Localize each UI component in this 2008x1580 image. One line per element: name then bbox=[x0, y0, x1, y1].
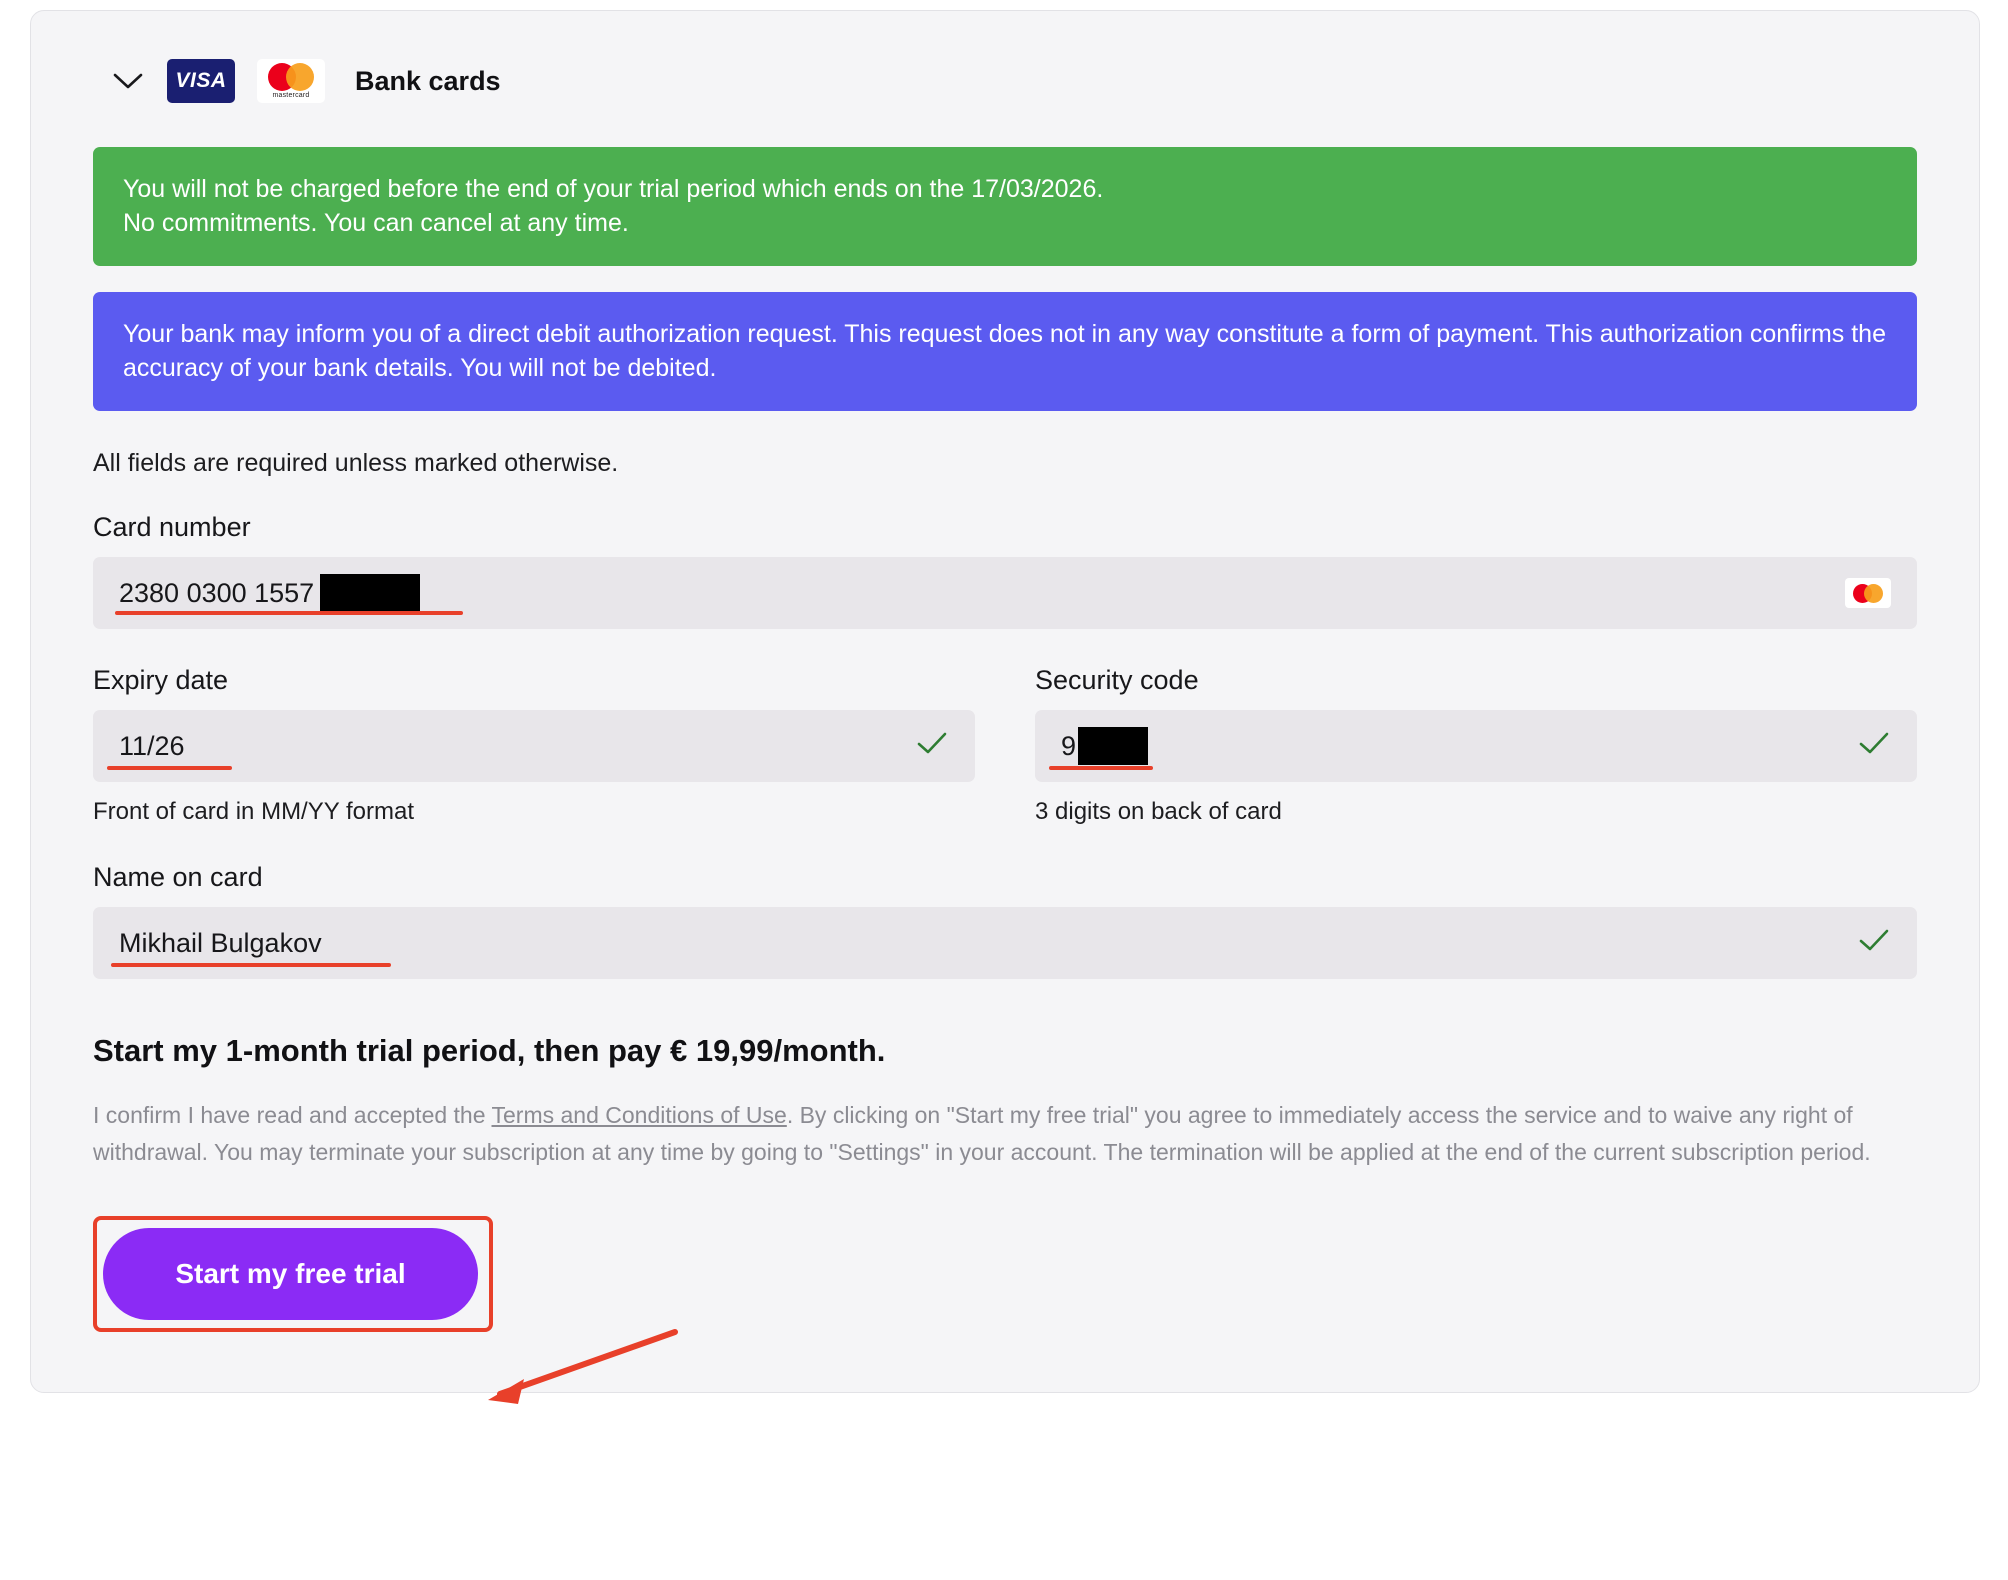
expiry-security-row bbox=[93, 665, 1917, 826]
name-on-card-underline bbox=[111, 963, 391, 967]
trial-banner bbox=[93, 147, 1917, 266]
security-code-label: Security code bbox=[1035, 665, 1199, 695]
expiry-date-underline bbox=[107, 766, 232, 770]
expiry-date-input[interactable] bbox=[93, 710, 975, 782]
name-on-card-label: Name on card bbox=[93, 862, 263, 892]
card-number-underline bbox=[115, 611, 463, 615]
mastercard-logo-icon bbox=[257, 59, 325, 103]
name-on-card-input[interactable] bbox=[93, 907, 1917, 979]
card-number-label: Card number bbox=[93, 512, 251, 542]
bank-cards-header[interactable] bbox=[111, 59, 1917, 103]
cta-area bbox=[93, 1216, 493, 1332]
authorization-banner bbox=[93, 292, 1917, 411]
card-number-redaction bbox=[320, 574, 420, 612]
authorization-banner-text: Your bank may inform you of a direct debit authorization request. This request does not in any way constitute a form of payment. This authorization confirms the accuracy of your bank details. You will not be debited. bbox=[123, 320, 1886, 382]
security-code-redaction bbox=[1078, 727, 1148, 765]
trial-price-heading: Start my 1-month trial period, then pay € 19,99/month. bbox=[93, 1033, 886, 1068]
required-fields-note: All fields are required unless marked otherwise. bbox=[93, 449, 619, 477]
trial-banner-line2: No commitments. You can cancel at any time. bbox=[123, 208, 629, 237]
mastercard-icon bbox=[1845, 578, 1891, 608]
check-icon bbox=[1859, 928, 1889, 958]
mastercard-logo-label: mastercard bbox=[272, 92, 310, 99]
expiry-date-label: Expiry date bbox=[93, 665, 229, 695]
security-code-value: 9 bbox=[1061, 730, 1077, 761]
panel-title: Bank cards bbox=[355, 65, 501, 96]
expiry-date-hint: Front of card in MM/YY format bbox=[93, 798, 414, 825]
security-code-field bbox=[1035, 665, 1917, 826]
trial-banner-line1: You will not be charged before the end of your trial period which ends on the 17/03/2026. bbox=[123, 175, 1104, 203]
visa-logo-icon: VISA bbox=[167, 59, 235, 103]
check-icon bbox=[1859, 731, 1889, 761]
name-on-card-value: Mikhail Bulgakov bbox=[119, 927, 322, 958]
legal-text-part2: . By clicking on "Start my free trial" you agree to immediately access the service and to waive any right of withdrawal. You may terminate your subscription at any time by going to "Settings" in your account. The termination will be applied at the end of the current subscription period. bbox=[93, 1102, 1871, 1166]
legal-text-part1: I confirm I have read and accepted the bbox=[93, 1102, 492, 1128]
chevron-down-icon[interactable] bbox=[111, 64, 145, 98]
card-number-field bbox=[93, 512, 1917, 629]
terms-and-conditions-link[interactable]: Terms and Conditions of Use bbox=[491, 1102, 787, 1128]
name-on-card-field bbox=[93, 862, 1917, 979]
expiry-date-value: 11/26 bbox=[119, 730, 185, 761]
card-number-input[interactable] bbox=[93, 557, 1917, 629]
start-free-trial-button[interactable]: Start my free trial bbox=[103, 1228, 478, 1320]
check-icon bbox=[917, 731, 947, 761]
legal-text bbox=[93, 1097, 1903, 1172]
security-code-hint: 3 digits on back of card bbox=[1035, 798, 1282, 825]
card-number-value: 2380 0300 1557 bbox=[119, 577, 315, 608]
expiry-date-field bbox=[93, 665, 975, 826]
security-code-input[interactable] bbox=[1035, 710, 1917, 782]
security-code-underline bbox=[1049, 766, 1153, 770]
bank-cards-panel bbox=[30, 10, 1980, 1393]
